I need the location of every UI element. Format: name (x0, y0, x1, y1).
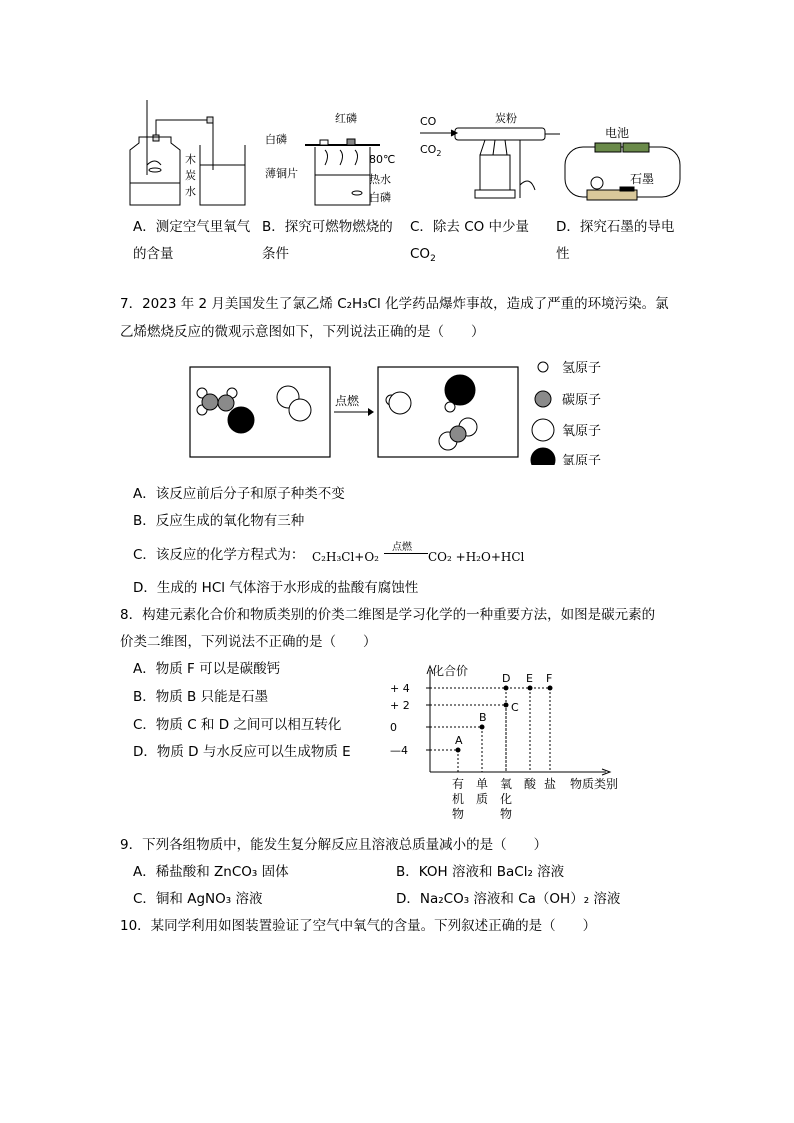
q7-stem-line-2: 乙烯燃烧反应的微观示意图如下，下列说法正确的是（ ） (120, 324, 485, 340)
caption-c-1: C．除去 CO 中少量 (410, 219, 530, 235)
x-category-label: 有 (452, 777, 465, 791)
label-graphite: 石墨 (630, 172, 655, 186)
q9-option-c: C．铜和 AgNO₃ 溶液 (133, 891, 263, 907)
caption-a-1: A．测定空气里氧气 (133, 219, 251, 235)
caption-d-2: 性 (556, 246, 570, 262)
caption-a-2: 的含量 (133, 246, 174, 262)
label-carbon: 炭粉 (495, 112, 517, 125)
apparatus-d (565, 143, 680, 200)
point-label-C: C (511, 701, 519, 714)
caption-b-2: 条件 (262, 246, 289, 262)
legend-carbon-label: 碳原子 (562, 393, 602, 408)
q8-stem-line-2: 价类二维图，下列说法不正确的是（ ） (120, 634, 377, 650)
apparatus-d-labels (605, 125, 654, 186)
q10-stem: 10．某同学利用如图装置验证了空气中氧气的含量。下列叙述正确的是（ ） (120, 918, 597, 934)
label-white-p-left: 白磷 (265, 133, 287, 146)
legend-oxygen-label: 氧原子 (562, 424, 602, 439)
legend-chlorine (531, 448, 555, 465)
point-A (456, 748, 461, 753)
caption-c-2: $CO_2$ (410, 246, 436, 264)
q9-option-b: B．KOH 溶液和 BaCl₂ 溶液 (396, 864, 565, 880)
y-tick-label: —4 (390, 744, 408, 757)
x-category-label: 盐 (544, 777, 557, 791)
point-E (528, 686, 533, 691)
apparatus-figures (125, 95, 685, 215)
apparatus-b-labels (265, 111, 395, 204)
atom-legend (531, 362, 555, 465)
q7-option-a: A．该反应前后分子和原子种类不变 (133, 486, 345, 502)
q9-stem: 9．下列各组物质中，能发生复分解反应且溶液总质量减小的是（ ） (120, 837, 548, 853)
y-tick-label: 0 (390, 721, 397, 734)
x-category-label: 氧 (500, 777, 513, 791)
legend-oxygen (532, 419, 554, 441)
x-category-label: 物 (500, 807, 513, 821)
valence-class-chart (380, 658, 620, 828)
point-label-A: A (455, 734, 463, 747)
label-battery: 电池 (605, 126, 630, 140)
legend-carbon (535, 391, 551, 407)
equation-left: C₂H₃Cl+O₂ (312, 550, 379, 564)
q9-option-a: A．稀盐酸和 ZnCO₃ 固体 (133, 864, 289, 880)
equation-condition: 点燃 (392, 542, 412, 553)
valence-chart-svg (380, 658, 620, 828)
label-a-3: 水 (185, 185, 196, 198)
caption-b-1: B．探究可燃物燃烧的 (262, 219, 393, 235)
y-axis-label: 化合价 (432, 664, 469, 678)
point-B (480, 725, 485, 730)
legend-hydrogen (538, 362, 548, 372)
products (386, 375, 477, 450)
x-category-label: 质 (476, 792, 489, 806)
apparatus-row (125, 95, 685, 215)
label-co2: $CO_2$ (420, 143, 442, 158)
x-category-label: 机 (452, 792, 465, 806)
point-label-F: F (546, 672, 553, 685)
legend-hydrogen-label: 氢原子 (562, 361, 602, 376)
q7-reaction-diagram (188, 355, 618, 465)
caption-d-1: D．探究石墨的导电 (556, 219, 675, 235)
apparatus-c-labels (420, 111, 517, 158)
q7-option-d: D．生成的 HCl 气体溶于水形成的盐酸有腐蚀性 (133, 580, 419, 596)
label-copper: 薄铜片 (265, 167, 298, 180)
label-a-1: 木 (185, 153, 196, 166)
equation-right: CO₂ +H₂O+HCl (428, 550, 525, 564)
label-co: CO (420, 115, 437, 128)
label-white-p: 白磷 (369, 191, 391, 204)
label-hot-water: 热水 (369, 173, 391, 186)
y-tick-label: + 4 (390, 682, 410, 695)
equation-line (384, 553, 428, 554)
oxygen-molecule-reactant (277, 386, 311, 421)
point-D (504, 686, 509, 691)
label-temp: 80℃ (369, 153, 396, 166)
vinyl-chloride-molecule (197, 388, 254, 433)
point-label-B: B (479, 711, 487, 724)
q8-option-c: C．物质 C 和 D 之间可以相互转化 (133, 717, 342, 733)
point-label-D: D (502, 672, 511, 685)
q8-stem-line-1: 8．构建元素化合价和物质类别的价类二维图是学习化学的一种重要方法，如图是碳元素的 (120, 607, 656, 623)
q9-option-d: D．Na₂CO₃ 溶液和 Ca（OH）₂ 溶液 (396, 891, 621, 907)
q7-equation (312, 538, 525, 568)
legend-chlorine-label: 氯原子 (562, 454, 602, 465)
x-category-label: 酸 (524, 777, 537, 791)
point-F (548, 686, 553, 691)
x-category-label: 化 (500, 792, 513, 806)
label-red-p: 红磷 (335, 112, 357, 125)
point-C (504, 703, 509, 708)
x-category-label: 物 (452, 807, 465, 821)
q8-option-d: D．物质 D 与水反应可以生成物质 E (133, 744, 351, 760)
q8-option-a: A．物质 F 可以是碳酸钙 (133, 661, 281, 677)
label-a-2: 炭 (185, 169, 196, 182)
q7-option-b: B．反应生成的氧化物有三种 (133, 513, 305, 529)
q8-option-b: B．物质 B 只能是石墨 (133, 689, 269, 705)
x-category-label: 单 (476, 777, 489, 791)
x-axis-label: 物质类别 (570, 777, 619, 791)
q7-stem-line-1: 7．2023 年 2 月美国发生了氯乙烯 C₂H₃Cl 化学药品爆炸事故，造成了严重的环境污染。氯 (120, 296, 669, 312)
apparatus-c (420, 128, 560, 198)
y-tick-label: + 2 (390, 699, 410, 712)
q7-option-c: C．该反应的化学方程式为： (133, 547, 305, 563)
arrow-condition: 点燃 (335, 394, 360, 408)
apparatus-a-labels (185, 152, 196, 198)
point-label-E: E (526, 672, 533, 685)
